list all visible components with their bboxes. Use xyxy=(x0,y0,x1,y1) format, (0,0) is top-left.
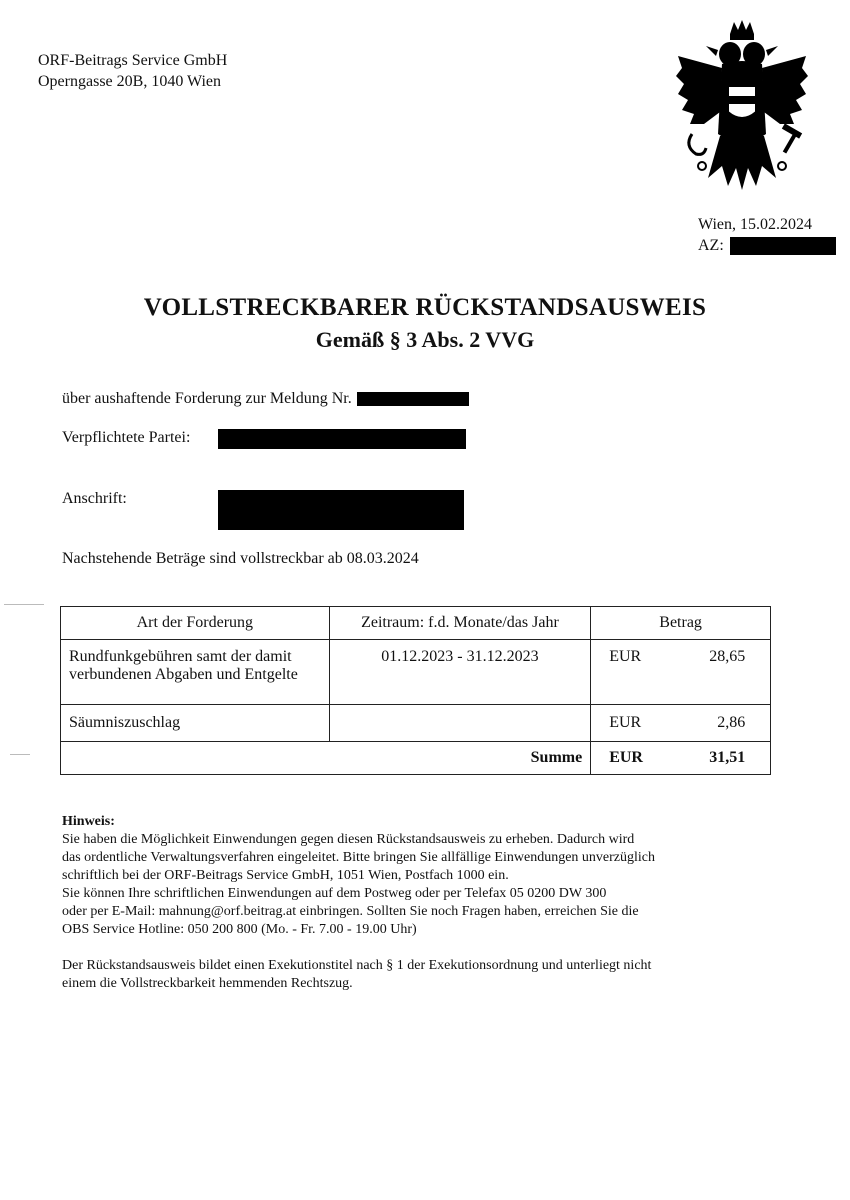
table-row xyxy=(61,640,771,705)
notes-line: schriftlich bei der ORF-Beitrags Service GmbH, 1051 Wien, Postfach 1000 ein. xyxy=(62,868,509,883)
date-line: Wien, 15.02.2024 xyxy=(698,216,813,233)
sum-label: Summe xyxy=(61,742,591,775)
notes-line: OBS Service Hotline: 050 200 800 (Mo. - Fr. 7.00 - 19.00 Uhr) xyxy=(62,922,417,937)
sender-name: ORF-Beitrags Service GmbH xyxy=(38,52,228,69)
notes-heading: Hinweis: xyxy=(62,814,115,829)
amount: 2,86 xyxy=(717,714,746,731)
zeitraum-cell: 01.12.2023 - 31.12.2023 xyxy=(329,640,591,705)
notes-line: Sie haben die Möglichkeit Einwendungen gegen diesen Rückstandsausweis zu erheben. Dadurch wird xyxy=(62,832,635,847)
meldung-label: über aushaftende Forderung zur Meldung Nr. xyxy=(62,390,352,407)
betrag-cell xyxy=(591,640,771,705)
table-sum-row xyxy=(61,742,771,775)
notes-line: Sie können Ihre schriftlichen Einwendungen auf dem Postweg oder per Telefax 05 0200 DW 300 xyxy=(62,886,607,901)
closing-line: Der Rückstandsausweis bildet einen Exekutionstitel nach § 1 der Exekutionsordnung und unterliegt nicht xyxy=(62,958,652,973)
betrag-cell xyxy=(591,705,771,742)
art-cell xyxy=(61,640,330,705)
sum-cell xyxy=(591,742,771,775)
table-row xyxy=(61,705,771,742)
anschrift-label: Anschrift: xyxy=(62,490,127,507)
austrian-eagle-coat-of-arms-icon xyxy=(672,16,812,192)
document-subtitle: Gemäß § 3 Abs. 2 VVG xyxy=(315,327,535,352)
partei-redaction xyxy=(218,429,466,449)
sender-address xyxy=(38,50,227,92)
scan-mark xyxy=(10,754,30,755)
notes-spacer xyxy=(62,939,782,957)
date-reference-block xyxy=(698,214,836,256)
currency: EUR xyxy=(609,714,642,731)
az-redaction xyxy=(730,237,836,255)
sum-amount: 31,51 xyxy=(709,749,746,766)
closing-line: einem die Vollstreckbarkeit hemmenden Rechtszug. xyxy=(62,976,353,991)
partei-label: Verpflichtete Partei: xyxy=(62,429,191,446)
meldung-row xyxy=(62,390,469,408)
document-title: VOLLSTRECKBARER RÜCKSTANDSAUSWEIS xyxy=(143,294,707,321)
claims-table xyxy=(60,606,771,775)
notes-line: oder per E-Mail: mahnung@orf.beitrag.at einbringen. Sollten Sie noch Fragen haben, erreichen Sie die xyxy=(62,904,639,919)
art-text: verbundenen Abgaben und Entgelte xyxy=(69,666,298,683)
col-header-zeitraum: Zeitraum: f.d. Monate/das Jahr xyxy=(329,607,591,640)
col-header-betrag: Betrag xyxy=(591,607,771,640)
sender-street: Operngasse 20B, 1040 Wien xyxy=(38,73,222,90)
amount: 28,65 xyxy=(709,648,746,665)
meldung-redaction xyxy=(357,392,469,406)
art-text: Rundfunkgebühren samt der damit xyxy=(69,648,292,665)
art-cell: Säumniszuschlag xyxy=(61,705,330,742)
zeitraum-cell xyxy=(329,705,591,742)
az-label: AZ: xyxy=(698,237,724,254)
notes-line: das ordentliche Verwaltungsverfahren eingeleitet. Bitte bringen Sie allfällige Einwendungen unverzüglich xyxy=(62,850,655,865)
currency: EUR xyxy=(609,648,642,665)
notes-section xyxy=(62,813,782,993)
vollstreckbar-line: Nachstehende Beträge sind vollstreckbar ab 08.03.2024 xyxy=(62,550,419,567)
scan-mark xyxy=(4,604,44,605)
anschrift-redaction xyxy=(218,490,464,530)
table-header-row xyxy=(61,607,771,640)
sum-currency: EUR xyxy=(609,749,643,766)
col-header-art: Art der Forderung xyxy=(61,607,330,640)
